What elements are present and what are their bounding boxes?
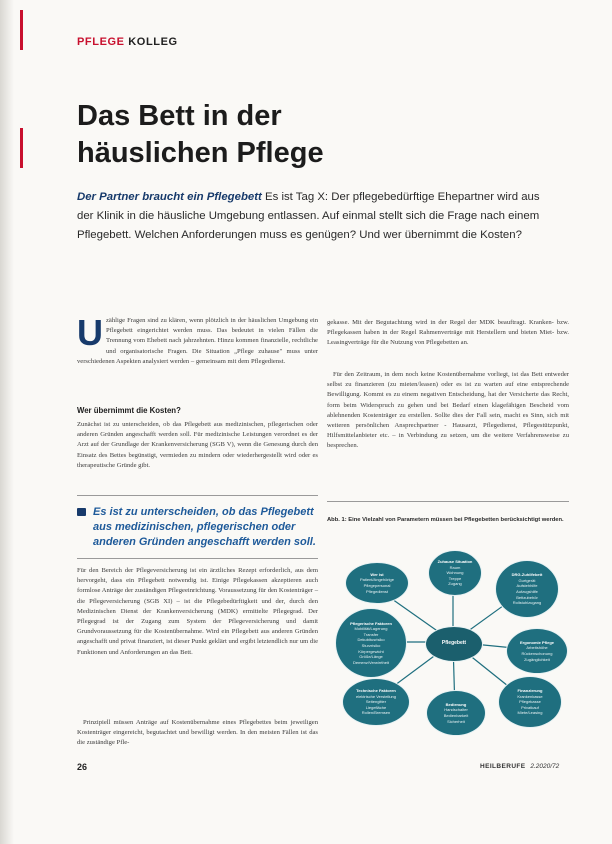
intro-text: zählige Fragen sind zu klären, wenn plötzlich in der häuslichen Umgebung ein Pflegebett eingerichtet werden muss. Das bedeutet in vielen Fällen die Trennung vom Ehebett nach jahrzehnten. Hinzu kommen finanzielle, rechtliche und organisatorische Fragen. Die Situation „Pflege zuhause" muss unter verschiedenen Aspekten analysiert werden – gemeinsam mit dem Pflegedienst.: [77, 317, 318, 365]
lead-text: Es ist Tag X: Der pflegebedürftige Ehepartner wird aus der Klinik in die häusliche Umgebung entlassen. Auf einmal stellt sich die Frage nach einem Pflegebett. Welchen Anforderungen muss es genügen? Und wer übernimmt die Kosten?: [77, 191, 540, 241]
lead-kicker: Der Partner braucht ein Pflegebett: [77, 191, 262, 203]
node-financing: Finanzierung Krankenkasse Pflegekasse Privatkauf Miete/Leasing: [498, 676, 562, 728]
costs-paragraph: Zunächst ist zu unterscheiden, ob das Pflegebett aus medizinischen, pflegerischen oder anderen Gründen angeschafft werden soll. Für medizinische Leistungen verordnet es der Arzt auf der Grundlage der Krankenversicherung (SGB V), wenn die Genesung durch den Einsatz des Bettes begünstigt, vermieden zu mindern oder wiederhergestellt wird oder es therapeutische Gründe gibt.: [77, 421, 318, 469]
drop-cap: U: [77, 312, 103, 353]
page-fold-shadow: [0, 0, 14, 844]
node-accessories: DRG-Zuhilfebett Gurtgerät Aufstehhilfe Aufzugshilfe Bettzubehör Rollstuhlzugang: [495, 560, 559, 618]
node-who: Wer ist Patient/Angehörige Pflegepersonal Pflegedienst: [345, 562, 409, 604]
pull-quote: [77, 505, 317, 550]
insurance-paragraph: Für den Bereich der Pflegeversicherung ist ein ärztliches Rezept erforderlich, aus dem hervorgeht, dass ein Pflegebett notwendig ist. Einige Pflegekassen akzeptieren auch formlose Anträge der zuständigen Pflegeeinrichtung. Voraussetzung für den Kostenträger – die Pflegeversicherung (SGB XI) – ist die Pflegebedürftigkeit und der, durch den Medizinischen Dienst der Krankenversicherung (MDK) ermittelte Pflegegrad. Der Pflegegrad ist der Zugang zum System der Pflegeversicherung und damit Grundvoraussetzung für die Kostenübernahme. Wird ein Pflegebett aus anderen Gründen angeschafft und privat finanziert, ist dieser Punkt geklärt und ergibt letztendlich nur um die Funktionen und Anforderungen an das Bett.: [77, 567, 318, 656]
pull-quote-rule-top: [77, 495, 318, 496]
hub-label: Pflegebett: [441, 640, 467, 647]
magazine-footer: [480, 763, 559, 770]
node-technical-factors: Technische Faktoren elektrische Verstellung Seitengitter Liegefläche Rollen/Bremsen: [342, 678, 410, 726]
title-line-1: Das Bett in der: [77, 100, 282, 132]
speech-bubble-icon: [77, 508, 86, 516]
diagram-hub: [425, 626, 483, 662]
application-paragraph: Prinzipiell müssen Anträge auf Kostenübernahme eines Pflegebettes beim jeweiligen Kostenträger eingereicht, begutachtet und bewilligt werden. In den meisten Fällen ist das die zuständige Pfle-: [77, 719, 318, 747]
subheading-costs: Wer übernimmt die Kosten?: [77, 406, 181, 415]
node-home-situation: Zuhause Situation Raum Wohnung Treppe Zugang: [428, 550, 482, 596]
node-operation: Bedienung Handschalter Bedienbarkeit Sicherheit: [426, 690, 486, 736]
section-tag-accent: PFLEGE: [77, 36, 125, 48]
intro-paragraph: [77, 312, 318, 367]
section-tag: [77, 36, 178, 48]
title-line-2: häuslichen Pflege: [77, 137, 324, 169]
lead-paragraph: [77, 188, 547, 245]
node-ergonomics: Ergonomie Pflege Arbeitshöhe Rückenschonung Zugänglichkeit: [506, 628, 568, 674]
page-title: [77, 98, 497, 172]
node-care-factors: Pflegerische Faktoren Mobilität/Lagerung Transfer Dekubitusrisiko Sturzrisiko Körpergewicht Größe/Länge Demenz/Verwirrtheit: [335, 608, 407, 678]
figure-caption: Abb. 1: Eine Vielzahl von Parametern müssen bei Pflegebetten berücksichtigt werden.: [327, 517, 564, 523]
col2-paragraph-2: Für den Zeitraum, in dem noch keine Kostenübernahme vorliegt, ist das Bett entweder selbst zu finanzieren (zu mieten/leasen) oder es ist zu warten auf eine entsprechende Bewilligung. Kommt es zu einem negativen Entscheidung, hat der Versicherte das Recht, form beim Widerspruch zu gehen und bei Bedarf einen klagefähigen Bescheid vom ablehnenden Kostenträger zu erstellen. Sollte dies der Fall sein, macht es Sinn, sich mit weiteren persönlichen Ansprechpartner - Hausarzt, Pflegedienst, Pflegestützpunkt, Hilfsmittelanbieter etc. – in Verbindung zu setzen, um die weitere Verfahrensweise zu besprechen.: [327, 371, 569, 450]
magazine-issue: 2.2020/72: [530, 763, 560, 770]
section-tag-rest: KOLLEG: [128, 36, 178, 48]
magazine-name: HEILBERUFE: [480, 763, 526, 770]
margin-bar-top: [20, 10, 23, 50]
margin-bar-middle: [20, 128, 23, 168]
figure-rule: [327, 501, 569, 502]
page-number: 26: [77, 762, 88, 772]
parameter-diagram: [330, 542, 570, 737]
col2-paragraph-1: gekasse. Mit der Begutachtung wird in der Regel der MDK beauftragt. Kranken- bzw. Pflegekassen haben in der Regel Rahmenverträge mit Herstellern und bieten Miet- bzw. Leasingverträge für die Nutzung von Pflegebetten an.: [327, 319, 569, 347]
pull-quote-text: Es ist zu unterscheiden, ob das Pflegebett aus medizinischen, pflegerischen oder anderen Gründen angeschafft werden soll.: [93, 506, 316, 548]
pull-quote-rule-bottom: [77, 558, 318, 559]
